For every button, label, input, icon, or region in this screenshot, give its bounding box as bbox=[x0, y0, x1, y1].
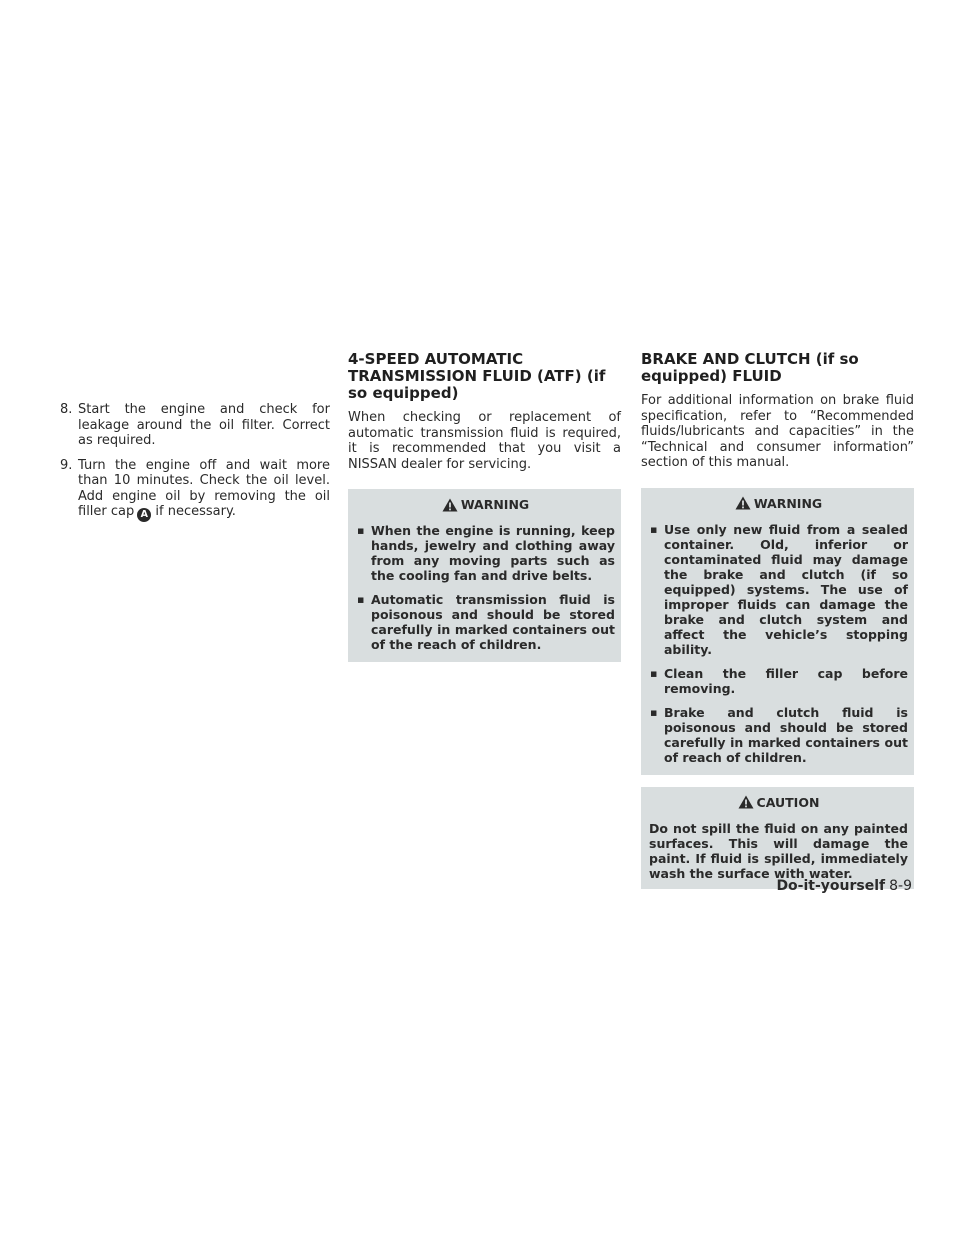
step-item bbox=[48, 458, 330, 523]
step-item bbox=[48, 402, 330, 449]
warning-title: WARNING bbox=[460, 497, 530, 512]
page-footer bbox=[776, 878, 912, 894]
warning-triangle-icon bbox=[442, 498, 458, 512]
warning-item bbox=[649, 666, 908, 696]
warning-header bbox=[649, 496, 908, 511]
page-number: 8-9 bbox=[889, 878, 912, 894]
warning-item-text: Brake and clutch fluid is poisonous and should be stored carefully in marked containers out of reach of children. bbox=[664, 704, 908, 765]
oil-change-steps bbox=[48, 402, 330, 522]
footer-section-title: Do-it-yourself bbox=[776, 878, 886, 894]
brake-caution-box bbox=[641, 787, 914, 889]
warning-item bbox=[649, 705, 908, 765]
step-number: 9 . bbox=[60, 458, 72, 474]
warning-item bbox=[356, 523, 615, 583]
warning-list bbox=[356, 523, 615, 652]
warning-item bbox=[649, 522, 908, 657]
bullet-icon: ▪ bbox=[357, 524, 365, 537]
bullet-icon: ▪ bbox=[650, 522, 658, 536]
step-text-after: if necessary. bbox=[155, 504, 236, 519]
brake-warning-box bbox=[641, 488, 914, 775]
step-number: 8 . bbox=[60, 402, 72, 418]
warning-item-text: Clean the filler cap before removing. bbox=[664, 665, 908, 696]
warning-item bbox=[356, 592, 615, 652]
bullet-icon: ▪ bbox=[650, 666, 658, 680]
atf-body: When checking or replacement of automatic transmission fluid is required, it is recommended that you visit a NISSAN dealer for servicing. bbox=[348, 410, 621, 472]
caution-header bbox=[649, 795, 908, 810]
warning-title: WARNING bbox=[753, 495, 823, 511]
warning-list bbox=[649, 522, 908, 765]
step-text: Start the engine and check for leakage around the oil filter. Correct as required. bbox=[78, 402, 330, 448]
caution-title: CAUTION bbox=[756, 794, 820, 810]
bullet-icon: ▪ bbox=[357, 593, 365, 606]
atf-warning-box bbox=[348, 489, 621, 662]
warning-item-text: When the engine is running, keep hands, jewelry and clothing away from any moving parts such as the cooling fan and drive belts. bbox=[371, 523, 615, 583]
atf-heading: 4-SPEED AUTOMATIC TRANSMISSION FLUID (ATF) (if so equipped) bbox=[348, 350, 606, 402]
right-column bbox=[641, 351, 914, 901]
step-text: Turn the engine off and wait more than 10 minutes. Check the oil level. Add engine oil by removing the oil filler cap bbox=[78, 457, 330, 519]
warning-triangle-icon bbox=[735, 496, 751, 510]
circle-a-marker-icon: A bbox=[137, 508, 151, 522]
caution-text: Do not spill the fluid on any painted surfaces. This will damage the paint. If fluid is spilled, immediately wash the surface with water. bbox=[649, 820, 908, 881]
brake-fluid-body: For additional information on brake fluid specification, refer to “Recommended fluids/lubricants and capacities” in the “Technical and consumer information” section of this manual. bbox=[641, 393, 914, 470]
brake-fluid-heading: BRAKE AND CLUTCH (if so equipped) FLUID bbox=[641, 350, 859, 385]
caution-triangle-icon bbox=[738, 795, 754, 809]
left-column bbox=[48, 402, 330, 531]
warning-header bbox=[356, 497, 615, 512]
warning-item-text: Automatic transmission fluid is poisonous and should be stored carefully in marked containers out of the reach of children. bbox=[371, 592, 615, 652]
bullet-icon: ▪ bbox=[650, 705, 658, 719]
middle-column bbox=[348, 351, 621, 674]
warning-item-text: Use only new fluid from a sealed container. Old, inferior or contaminated fluid may damage the brake and clutch (if so equipped) systems. The use of improper fluids can damage the brake and clutch system and affect the vehicle’s stopping ability. bbox=[664, 521, 908, 657]
